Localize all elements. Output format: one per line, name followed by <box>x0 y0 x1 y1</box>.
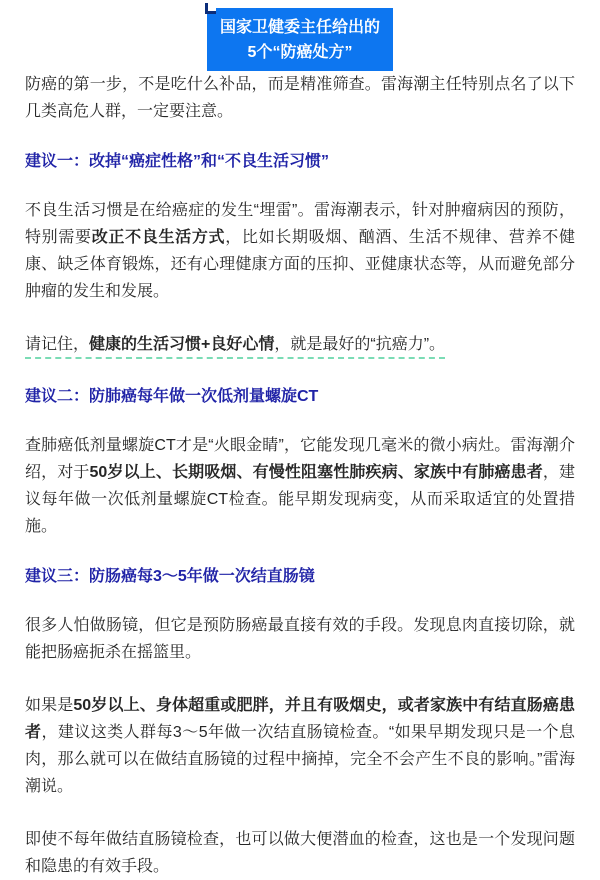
advice1-reminder-line <box>25 331 575 358</box>
text-run: 如果是 <box>25 697 74 714</box>
text-run: ，就是最好的“抗癌力”。 <box>274 336 446 353</box>
text-run-bold: 健康的生活习惯+良好心情 <box>89 336 275 353</box>
text-run-bold: 50岁以上、长期吸烟、有慢性阻塞性肺疾病、家族中有肺癌患者 <box>89 464 543 481</box>
text-run: 请记住， <box>25 336 90 353</box>
banner-title-line1: 国家卫健委主任给出的 <box>219 19 380 36</box>
text-run: ，建议这类人群每3～5年做一次结直肠镜检查。“如果早期发现只是一个息肉，那么就可以在做结直肠镜的过程中摘掉，完全不会产生不良的影响。”雷海潮说。 <box>25 724 575 795</box>
intro-paragraph: 防癌的第一步，不是吃什么补品，而是精准筛查。雷海潮主任特别点名了以下几类高危人群，一定要注意。 <box>25 76 575 120</box>
advice2-paragraph <box>25 432 575 540</box>
advice2-heading: 建议二：防肺癌每年做一次低剂量螺旋CT <box>25 388 319 405</box>
text-run: ，比如长期吸烟、酗酒、生活不规律、营养不健康、缺乏体育锻炼，还有心理健康方面的压抑、亚健康状态等，从而避免部分肿瘤的发生和发展。 <box>25 229 575 300</box>
banner-title-line2: 5个“防癌处方” <box>247 44 353 61</box>
text-run: 不良生活习惯是在给癌症的发生“埋雷”。雷海潮表示，针对肿瘤病因的预防，特别需要 <box>25 202 575 246</box>
text-run-bold: 改正不良生活方式 <box>91 229 226 246</box>
advice3-paragraph-3: 即使不每年做结直肠镜检查，也可以做大便潜血的检查，这也是一个发现问题和隐患的有效手段。 <box>25 831 575 875</box>
advice1-paragraph <box>25 197 575 305</box>
highlighted-sentence <box>25 336 445 359</box>
advice3-heading: 建议三：防肠癌每3～5年做一次结直肠镜 <box>25 568 315 585</box>
advice3-paragraph-1: 很多人怕做肠镜，但它是预防肠癌最直接有效的手段。发现息肉直接切除，就能把肠癌扼杀在摇篮里。 <box>25 617 575 661</box>
article-page <box>0 8 600 875</box>
advice3-paragraph-2 <box>25 692 575 800</box>
text-run: ，建议每年做一次低剂量螺旋CT检查。能早期发现病变，从而采取适宜的处置措施。 <box>25 464 575 535</box>
text-run: 查肺癌低剂量螺旋CT才是“火眼金睛”，它能发现几毫米的微小病灶。雷海潮介绍，对于 <box>25 437 575 481</box>
title-banner <box>207 8 393 71</box>
advice1-heading: 建议一：改掉“癌症性格”和“不良生活习惯” <box>25 153 330 170</box>
banner-corner-icon <box>205 3 216 14</box>
text-run-bold: 50岁以上、身体超重或肥胖，并且有吸烟史，或者家族中有结直肠癌患者 <box>25 697 575 741</box>
